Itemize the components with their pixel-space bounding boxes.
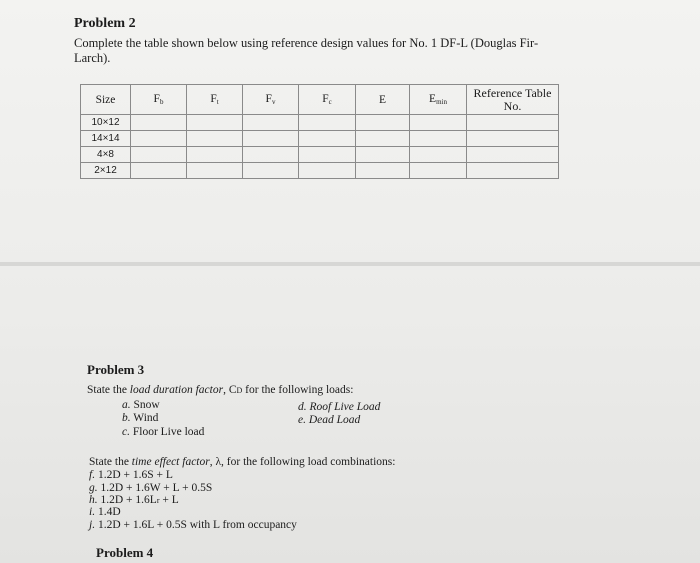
table-cell xyxy=(356,163,410,179)
problem-4-title: Problem 4 xyxy=(96,545,154,560)
table-cell xyxy=(410,163,467,179)
row-size-cell: 14×14 xyxy=(81,131,131,147)
header-fb: $F_b$ xyxy=(131,85,187,115)
table-cell xyxy=(243,163,299,179)
load-item-a: a. Snow xyxy=(122,399,160,411)
table-cell xyxy=(467,115,559,131)
table-cell xyxy=(243,147,299,163)
combo-item-j: j. 1.2D + 1.6L + 0.5S with L from occupancy xyxy=(89,519,297,531)
combo-item-i: i. 1.4D xyxy=(89,506,121,518)
table-cell xyxy=(131,115,187,131)
load-item-d: d. Roof Live Load xyxy=(298,401,381,413)
table-cell xyxy=(131,163,187,179)
table-cell xyxy=(299,115,356,131)
table-cell xyxy=(187,115,243,131)
table-cell xyxy=(187,131,243,147)
page-divider xyxy=(0,262,700,266)
table-row xyxy=(81,115,559,131)
table-cell xyxy=(299,131,356,147)
table-cell xyxy=(299,163,356,179)
table-cell xyxy=(131,131,187,147)
load-item-c: c. Floor Live load xyxy=(122,426,205,438)
table-cell xyxy=(410,115,467,131)
table-row xyxy=(81,163,559,179)
load-item-b: b. Wind xyxy=(122,412,159,424)
table-cell xyxy=(410,147,467,163)
header-fc: $F_c$ xyxy=(299,85,356,115)
table-cell xyxy=(131,147,187,163)
header-emin: $E_{min}$ xyxy=(410,85,467,115)
table-cell xyxy=(187,147,243,163)
load-item-e: e. Dead Load xyxy=(298,414,361,426)
problem-2-instruction: Complete the table shown below using reference design values for No. 1 DF-L (Douglas Fir-Larch). xyxy=(74,36,539,65)
header-reference-table: Reference Table No. xyxy=(467,85,559,115)
header-fv: $F_v$ xyxy=(243,85,299,115)
header-ft: $F_t$ xyxy=(187,85,243,115)
table-cell xyxy=(243,131,299,147)
table-cell xyxy=(356,147,410,163)
problem-2-title: Problem 2 xyxy=(74,16,136,31)
table-cell xyxy=(467,163,559,179)
table-row xyxy=(81,131,559,147)
row-size-cell: 10×12 xyxy=(81,115,131,131)
table-cell xyxy=(187,163,243,179)
combo-item-g: g. 1.2D + 1.6W + L + 0.5S xyxy=(89,482,213,494)
table-header-row xyxy=(81,85,559,115)
table-cell xyxy=(467,131,559,147)
design-values-table xyxy=(80,84,559,179)
table-cell xyxy=(299,147,356,163)
table-cell xyxy=(467,147,559,163)
combo-item-f: f. 1.2D + 1.6S + L xyxy=(89,469,173,481)
table-cell xyxy=(410,131,467,147)
load-duration-prompt: State the load duration factor, CD for the following loads: xyxy=(87,384,354,396)
row-size-cell: 4×8 xyxy=(81,147,131,163)
table-row xyxy=(81,147,559,163)
header-e: E xyxy=(356,85,410,115)
row-size-cell: 2×12 xyxy=(81,163,131,179)
table-cell xyxy=(356,115,410,131)
combo-item-h: h. 1.2D + 1.6Lr + L xyxy=(89,494,179,506)
header-size: Size xyxy=(81,85,131,115)
table-cell xyxy=(356,131,410,147)
problem-3-title: Problem 3 xyxy=(87,362,145,377)
table-cell xyxy=(243,115,299,131)
time-effect-prompt: State the time effect factor, λ, for the following load combinations: xyxy=(89,456,396,468)
